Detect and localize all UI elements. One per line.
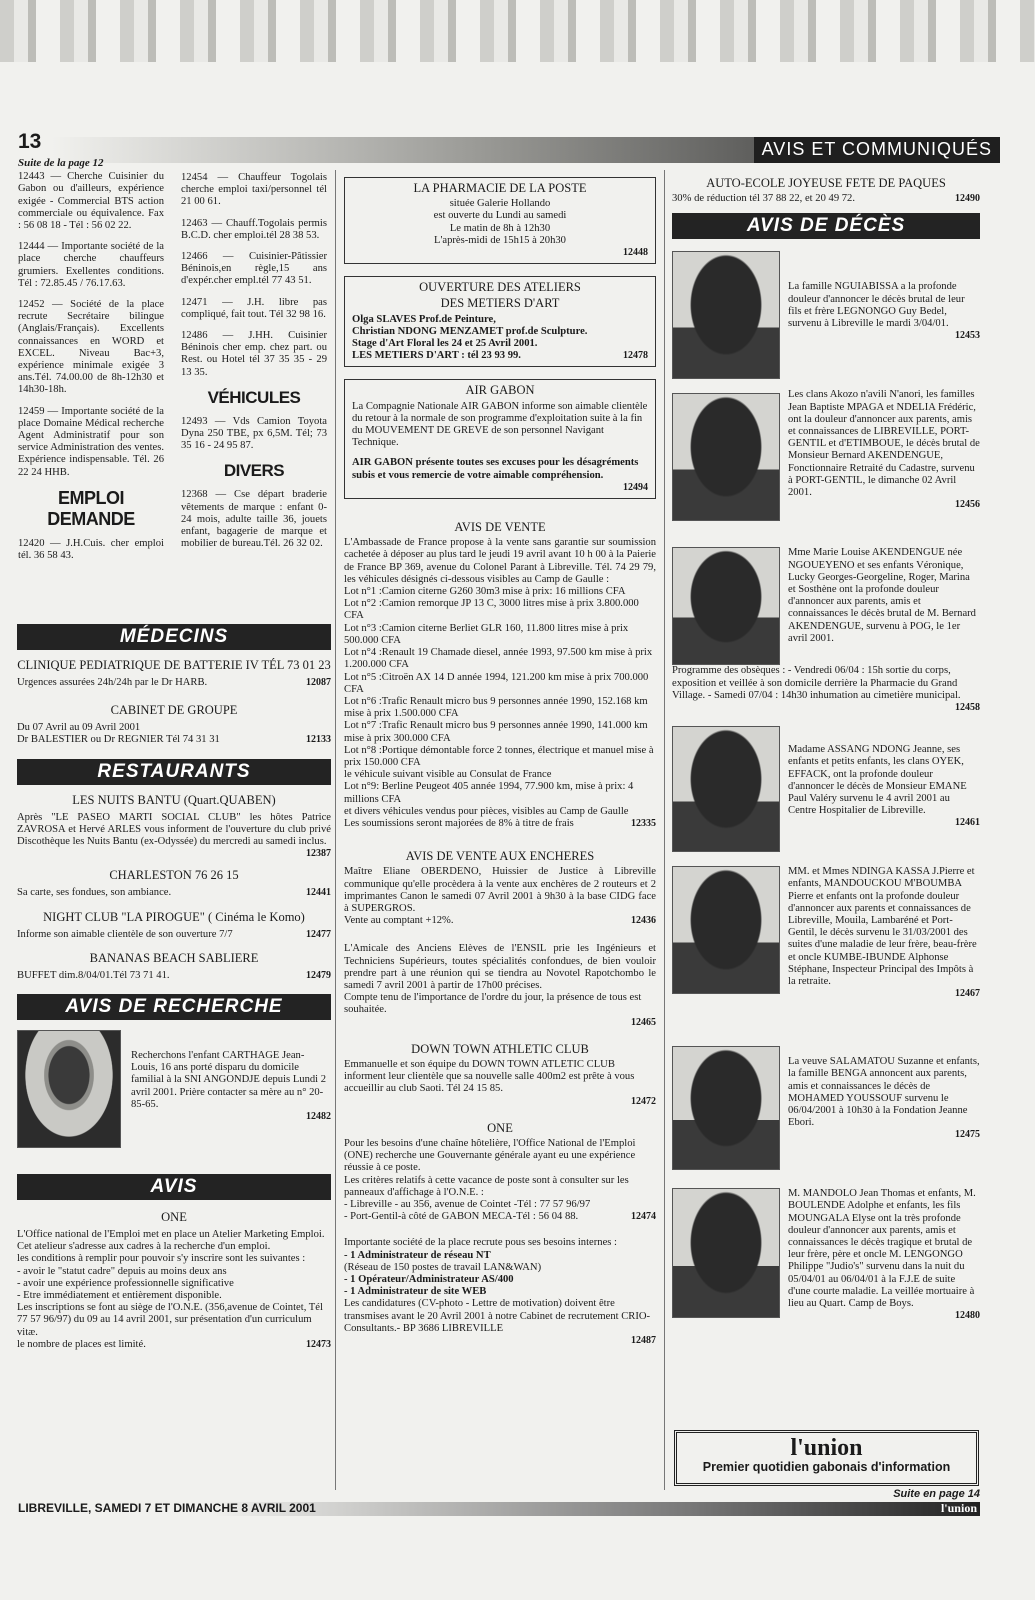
ateliers-title: DES METIERS D'ART: [440, 296, 560, 311]
clinique-text: Urgences assurées 24h/24h par le Dr HARB.: [17, 677, 208, 688]
air-gabon-title: AIR GABON: [465, 383, 535, 398]
one-middle-text: - Libreville - au 356, avenue de Cointet -Tél : 77 57 96/97: [344, 1199, 591, 1211]
section-title: AVIS ET COMMUNIQUÉS: [754, 137, 1000, 163]
ad-code: 12465: [631, 1016, 656, 1028]
pirogue-text: Informe son aimable clientèle de son ouverture 7/7: [17, 928, 233, 940]
cabinet-title: CABINET DE GROUPE: [110, 703, 238, 718]
pharmacie-line: située Galerie Hollando: [449, 198, 551, 210]
vente-lot: Lot n°8 :Portique démontable force 2 tonnes, électrique et manuel mise à prix 150.000 CFA: [344, 744, 654, 768]
deces-notice: [672, 866, 980, 1046]
ad-code: 12477: [306, 928, 331, 940]
crio-line: - 1 Administrateur de site WEB: [344, 1286, 487, 1298]
classified-ad: 12463 — Chauff.Togolais permis B.C.D. cher emploi.tél 28 38 53.: [181, 217, 327, 241]
footer-dateline: LIBREVILLE, SAMEDI 7 ET DIMANCHE 8 AVRIL 2001: [18, 1501, 316, 1515]
emploi-demande-heading: EMPLOI DEMANDE: [47, 487, 135, 529]
union-tagline: Premier quotidien gabonais d'information: [702, 1460, 951, 1474]
vente-lot: Lot n°4 :Renault 19 Chamade diesel, année 1993, 97.500 km mise à prix 1.200.000 CFA: [344, 647, 653, 671]
encheres-text: Maître Eliane OBERDENO, Huissier de Justice à Libreville communique qu'elle procèdera à la vente aux enchères de 2 routeurs et 2 imprimantes Canon le samedi 07 Avril 2001 à 9h30 à la base CIDG face à SUPERGROS.: [344, 866, 656, 914]
portrait-photo: [672, 393, 780, 521]
ad-code: 12490: [955, 193, 980, 205]
nuits-bantu-text: Après "LE PASEO MARTI SOCIAL CLUB" les hôtes Patrice ZAVROSA et Hervé ARLES vous informent de l'ouverture du club privé Discothèque les Nuits Bantu (ex-Odyssée) du mercredi au samedi inclus.: [17, 811, 331, 848]
ateliers-line: Christian NDONG MENZAMET prof.de Sculpture.: [352, 325, 588, 337]
one-line: Les inscriptions se font au siège de l'O.N.E. (356,avenue de Cointet, Tél 77 57 96/97) du 09 au 14 avril 2001, sur présentation d'un curriculum vitæ.: [17, 1302, 323, 1338]
deces-notice: [672, 1046, 980, 1188]
right-column: [672, 177, 980, 1322]
portrait-photo: [672, 866, 780, 994]
ad-code: 12453: [955, 330, 980, 342]
autoecole-text: 30% de réduction tél 37 88 22, et 20 49 72.: [672, 193, 856, 205]
downtown-title: DOWN TOWN ATHLETIC CLUB: [411, 1041, 589, 1056]
avis-bar: AVIS: [17, 1174, 331, 1200]
classified-ad: 12444 — Importante société de la place cherche chauffeurs grumiers. Exellentes conditions. Tél : 72.85.45 / 76.17.63.: [18, 241, 164, 289]
deces-text: MM. et Mmes NDINGA KASSA J.Pierre et enfants, MANDOUCKOU M'BOUMBA Pierre et enfants ont la profonde douleur d'annoncer aux parents et connaissances de Libreville, Mouila, Lambaréné et Port-Gentil, le décès survenu le 31/03/2001 des suites d'une maladie de leur frère, beau-frère et oncle KUMBE-IBUNDE Alphonse Stéphane, Inspecteur Principal des Impôts à la retraite.: [788, 866, 977, 988]
one-title: ONE: [161, 1210, 187, 1225]
ad-code: 12482: [306, 1111, 331, 1123]
scan-top-strip: [0, 0, 1035, 62]
avis-recherche-bar: AVIS DE RECHERCHE: [17, 994, 331, 1020]
ad-code: 12448: [623, 247, 648, 259]
ad-code: 12487: [631, 1335, 656, 1347]
classified-ad: 12420 — J.H.Cuis. cher emploi tél. 36 58 43.: [18, 537, 164, 562]
pharmacie-title: LA PHARMACIE DE LA POSTE: [413, 181, 587, 195]
ad-code: 12475: [955, 1129, 980, 1141]
one-line: - avoir le "statut cadre" depuis au moins deux ans: [17, 1265, 227, 1277]
autoecole-title: AUTO-ECOLE JOYEUSE FETE DE PAQUES: [706, 176, 946, 190]
vente-lot: et divers véhicules vendus pour pièces, visibles au Camp de Gaulle: [344, 805, 629, 817]
vente-lot: Lot n°7 :Trafic Renault micro bus 9 personnes année 1990, 141.000 km mise à prix 300.000 CFA: [344, 720, 648, 744]
ateliers-line: LES METIERS D'ART : tél 23 93 99.: [352, 350, 521, 362]
one-middle-text: - Port-Gentil-à côté de GABON MECA-Tél : 56 04 88.: [344, 1211, 579, 1223]
column-1: [18, 157, 164, 571]
vente-lot: Les soumissions seront majorées de 8% à titre de frais: [344, 817, 574, 829]
column-2: [181, 172, 327, 559]
classified-ad: 12452 — Société de la place recrute Secrétaire bilingue (Anglais/Français). Excellents connaissances en WORD et EXCEL. Niveau Bac+3, expérience minimale exigée 3 ans.Tél. 74.00.00 de 8h-12h30 et 14h30-18h.: [18, 299, 164, 396]
avis-deces-bar: AVIS DE DÉCÈS: [672, 213, 980, 239]
classified-ad: 12459 — Importante société de la place Domaine Médical recherche Agent Administratif pour son service Administration des ventes. Expérience indispensable. Tél. 26 22 24 HHB.: [18, 405, 164, 478]
portrait-photo: [672, 547, 780, 665]
divers-heading: DIVERS: [223, 461, 285, 481]
vente-lot: Lot n°9: Berline Peugeot 405 année 1994, 77.900 km, mise à prix: 4 millions CFA: [344, 781, 634, 805]
ad-code: 12458: [955, 702, 980, 714]
avis-vente-title: AVIS DE VENTE: [454, 520, 546, 535]
crio-line: Les candidatures (CV-photo - Lettre de motivation) doivent être transmises avant le 20 Avril 2001 à notre Cabinet de recrutement CRIO-Consultants.- BP 3686 LIBREVILLE: [344, 1298, 651, 1334]
ad-code: 12467: [955, 988, 980, 1000]
bananas-text: BUFFET dim.8/04/01.Tél 73 71 41.: [17, 969, 170, 981]
medecins-bar: MÉDECINS: [17, 624, 331, 650]
charleston-text: Sa carte, ses fondues, son ambiance.: [17, 887, 172, 899]
one-line: Cet atelieur s'adresse aux cadres à la recherche d'un emploi.: [17, 1241, 271, 1253]
classified-ad: 12486 — J.HH. Cuisinier Béninois cher emp. chez part. ou Rest. ou Hotel tél 37 35 35 - 29 13 35.: [181, 330, 327, 378]
ad-code: 12087: [306, 677, 331, 688]
avis-vente-intro: L'Ambassade de France propose à la vente sans garantie sur soumission cachetée à déposer au plus tard le jeudi 19 avril avant 10 h 00 à la Paierie de France BP 369, avenue du Colonel Parant à Libreville. Tél. 74 29 79, les véhicules désignés ci-dessous visibles au Camp de Gaulle :: [344, 537, 656, 585]
cabinet-line: Du 07 Avril au 09 Avril 2001: [17, 722, 141, 734]
cabinet-doctors: Dr BALESTIER ou Dr REGNIER Tél 74 31 31: [17, 734, 220, 746]
vehicules-heading: VÉHICULES: [207, 387, 301, 407]
classified-ad: 12454 — Chauffeur Togolais cherche emploi taxi/personnel tél 21 00 61.: [181, 172, 327, 208]
portrait-photo: [672, 251, 780, 379]
downtown-text: Emmanuelle et son équipe du DOWN TOWN ATLETIC CLUB informent leur clientèle que sa nouvelle salle 400m2 est prête à vous accueillir au club Saoti. Tél 24 15 85.: [344, 1058, 635, 1095]
ateliers-box: [344, 276, 656, 367]
deces-extra: Programme des obsèques : - Vendredi 06/04 : 15h sortie du corps, exposition et veillée à son domicile derrière la Pharmacie du Grand Village. - Samedi 07/04 : 14h30 inhumation au cimetière municipal.: [672, 665, 961, 701]
vente-lot: Lot n°2 :Camion remorque JP 13 C, 3000 litres mise à prix 3.800.000 CFA: [344, 598, 639, 622]
deces-notice: [672, 726, 980, 866]
ateliers-title: OUVERTURE DES ATELIERS: [419, 280, 581, 295]
ateliers-line: Stage d'Art Floral les 24 et 25 Avril 2001.: [352, 338, 538, 350]
classified-ad: 12493 — Vds Camion Toyota Dyna 250 TBE, px 6,5M. Tél; 73 35 16 - 24 95 87.: [181, 415, 327, 452]
crio-line: (Réseau de 150 postes de travail LAN&WAN): [344, 1261, 542, 1273]
ad-code: 12473: [306, 1338, 331, 1350]
classified-ad: 12471 — J.H. libre pas compliqué, fait tout. Tél 32 98 16.: [181, 296, 327, 320]
ad-code: 12474: [631, 1211, 656, 1223]
restaurants-bar: RESTAURANTS: [17, 759, 331, 785]
ensil-text: L'Amicale des Anciens Elèves de l'ENSIL prie les Ingénieurs et Techniciens Supérieurs, toutes spécialités confondues, de bien vouloir prendre part à une réunion qui se tiendra au Novotel Rapotchombo le samedi 7 avril 2001 à partir de 17h00 précises.: [344, 943, 656, 991]
vente-lot: Lot n°3 :Camion citerne Berliet GLR 160, 11.800 litres mise à prix 500.000 CFA: [344, 622, 629, 646]
portrait-photo: [672, 1188, 780, 1318]
continue-from: Suite de la page 12: [18, 157, 104, 169]
ad-code: 12494: [623, 481, 648, 493]
ad-code: 12479: [306, 969, 331, 981]
ad-code: 12387: [306, 848, 331, 860]
pharmacie-line: est ouverte du Lundi au samedi: [433, 210, 567, 222]
column-divider: [664, 170, 665, 1490]
one-line: les conditions à remplir pour pouvoir s'y inscrire sont les suivantes :: [17, 1253, 306, 1265]
deces-notice: [672, 1188, 980, 1322]
union-logo: l'union: [790, 1435, 863, 1461]
one-line: L'Office national de l'Emploi met en place un Atelier Marketing Emploi.: [17, 1229, 325, 1241]
pharmacie-box: [344, 177, 656, 264]
one-middle-text: Les critères relatifs à cette vacance de poste sont à consulter sur les panneaux d'affichage à l'O.N.E. :: [344, 1174, 629, 1198]
deces-text: Les clans Akozo n'avili N'anori, les familles Jean Baptiste MPAGA et NDELIA Frédéric, ont la douleur d'annoncer aux parents, amis et connaissances de LIBREVILLE, PORT-GENTIL et d'ETIMBOUE, le décès brutal de Monsieur Bernard AKENDENGUE, Fonctionnaire Retraité du Cadastre, survenu à PORT-GENTIL, le dimanche 02 Avril 2001.: [788, 389, 980, 499]
ad-code: 12461: [955, 817, 980, 829]
one-middle-title: ONE: [487, 1120, 513, 1135]
deces-text: La veuve SALAMATOU Suzanne et enfants, la famille BENGA annoncent aux parents, amis et connaissances le décès de MOHAMED YOUSSOUF survenu le 06/04/2001 à 10h30 à la Fondation Jeanne Ebori.: [788, 1056, 980, 1129]
portrait-photo: [672, 726, 780, 852]
one-line: le nombre de places est limité.: [17, 1338, 146, 1350]
ad-code: 12456: [955, 499, 980, 511]
air-gabon-text: La Compagnie Nationale AIR GABON informe son aimable clientèle du retour à la normale de son programme d'exploitation suite à la fin du MOUVEMENT DE GREVE de son personnel Navigant Technique.: [352, 400, 648, 449]
charleston-title: CHARLESTON 76 26 15: [109, 868, 239, 883]
missing-child-photo: [17, 1030, 121, 1148]
crio-line: Importante société de la place recrute pous ses besoins internes :: [344, 1237, 617, 1249]
encheres-title: AVIS DE VENTE AUX ENCHERES: [405, 849, 595, 864]
deces-text: M. MANDOLO Jean Thomas et enfants, M. BOULENDE Adolphe et enfants, les fils MOUNGALA Elyse ont la très profonde douleur d'annoncer aux parents, amis et connaissances le décès tragique et brutal de leur frère, père et oncle M. LENGONGO Philippe "Judio's" survenu dans la nuit du 05/04/01 au 06/04/01 à la F.J.E de suite d'une courte maladie. La veillée mortuaire à lieu au Quart. Camp de Boys.: [788, 1188, 976, 1310]
classified-ad: 12443 — Cherche Cuisinier du Gabon ou d'ailleurs, expérience exigée - Commercial BTS action commerciale ou équivalence. Fax : 56 08 18 - Tél : 56 02 22.: [18, 171, 164, 232]
deces-text: Mme Marie Louise AKENDENGUE née NGOUEYENO et ses enfants Véronique, Lucky Georges-Georgeline, Roger, Marina et Sosthène ont la profonde douleur d'annoncer aux parents, amis et connaissances le décès brutal de M. Bernard AKENDENGUE, survenu à POG, le 1er avril 2001.: [788, 547, 976, 644]
crio-line: - 1 Administrateur de réseau NT: [344, 1249, 491, 1261]
deces-text: Madame ASSANG NDONG Jeanne, ses enfants et petits enfants, les clans OYEK, EFFACK, ont la profonde douleur d'annoncer le décès de Monsieur EMANE Paul Valéry survenu le 4 avril 2001 au Centre Hospitalier de Libreville.: [788, 744, 967, 817]
deces-text: La famille NGUIABISSA a la profonde douleur d'annoncer le décès brutal de leur fils et frère LEGNONGO Guy Bedel, survenu à Libreville le mardi 3/04/01.: [788, 281, 965, 330]
deces-notice: [672, 389, 980, 547]
continue-to: Suite en page 14: [893, 1488, 980, 1500]
vente-lot: Lot n°6 :Trafic Renault micro bus 9 personnes année 1990, 152.168 km mise à prix 1.500.000 CFA: [344, 695, 648, 720]
ensil-text: Compte tenu de l'importance de l'ordre du jour, la présence de tous est souhaitée.: [344, 992, 642, 1016]
union-masthead-box: [674, 1430, 979, 1486]
classified-ad: 12368 — Cse départ braderie vêtements de marque : enfant 0-24 mois, adulte taille 36, jouets enfant, bagagerie de marque et mobilier de bureau.Tél. 26 32 02.: [181, 489, 327, 550]
page-number: 13: [18, 130, 42, 153]
ad-code: 12436: [631, 915, 656, 927]
bananas-title: BANANAS BEACH SABLIERE: [89, 950, 259, 965]
column-divider: [335, 170, 336, 1490]
ad-code: 12478: [623, 350, 648, 362]
deces-notice: [672, 251, 980, 389]
pirogue-title: NIGHT CLUB "LA PIROGUE" ( Cinéma le Komo): [43, 909, 305, 924]
nuits-bantu-title: LES NUITS BANTU (Quart.QUABEN): [72, 792, 276, 807]
ad-code: 12335: [631, 817, 656, 829]
air-gabon-box: [344, 379, 656, 499]
middle-column: [344, 177, 656, 1347]
vente-lot: Lot n°1 :Camion citerne G260 30m3 mise à prix: 16 millions CFA: [344, 586, 626, 598]
vente-lot: Lot n°5 :Citroën AX 14 D année 1994, 121.200 km mise à prix 700.000 CFA: [344, 671, 649, 695]
ad-code: 12480: [955, 1310, 980, 1322]
ad-code: 12472: [631, 1095, 656, 1107]
pharmacie-line: Le matin de 8h à 12h30: [449, 222, 551, 234]
encheres-text: Vente au comptant +12%.: [344, 915, 454, 927]
vente-lot: le véhicule suivant visible au Consulat de France: [344, 769, 552, 781]
deces-notice: [672, 547, 980, 665]
pharmacie-line: L'après-midi de 15h15 à 20h30: [434, 234, 566, 246]
left-lower-section: [17, 624, 331, 1351]
classified-ad: 12466 — Cuisinier-Pâtissier Béninois,en règle,15 ans d'expér.cher empl.tél 77 43 51.: [181, 251, 327, 287]
one-middle-text: Pour les besoins d'une chaîne hôtelière, l'Office National de l'Emploi (ONE) recherche une Gouvernante générale ayant eu une expérience réussie à ce poste.: [344, 1138, 636, 1174]
ad-code: 12133: [306, 734, 331, 746]
air-gabon-text: AIR GABON présente toutes ses excuses pour les désagréments subis et vous remercie de votre aimable compréhension.: [352, 457, 639, 481]
one-line: - avoir une expérience professionnelle significative: [17, 1277, 234, 1289]
clinique-title: CLINIQUE PEDIATRIQUE DE BATTERIE IV TÉL 73 01 23: [17, 658, 331, 672]
portrait-photo: [672, 1046, 780, 1170]
ad-code: 12441: [306, 887, 331, 899]
crio-line: - 1 Opérateur/Administrateur AS/400: [344, 1274, 514, 1286]
ateliers-line: Olga SLAVES Prof.de Peinture,: [352, 313, 496, 325]
one-line: - Etre immédiatement et entièrement disponible.: [17, 1290, 222, 1302]
recherche-text: Recherchons l'enfant CARTHAGE Jean-Louis, 16 ans porté disparu du domicile familial à la SNI ANGONDJE depuis Lundi 2 avril 2001. Prière contacter sa mère au n° 20-85-65.: [131, 1050, 327, 1110]
footer-logo: l'union: [940, 1501, 977, 1515]
